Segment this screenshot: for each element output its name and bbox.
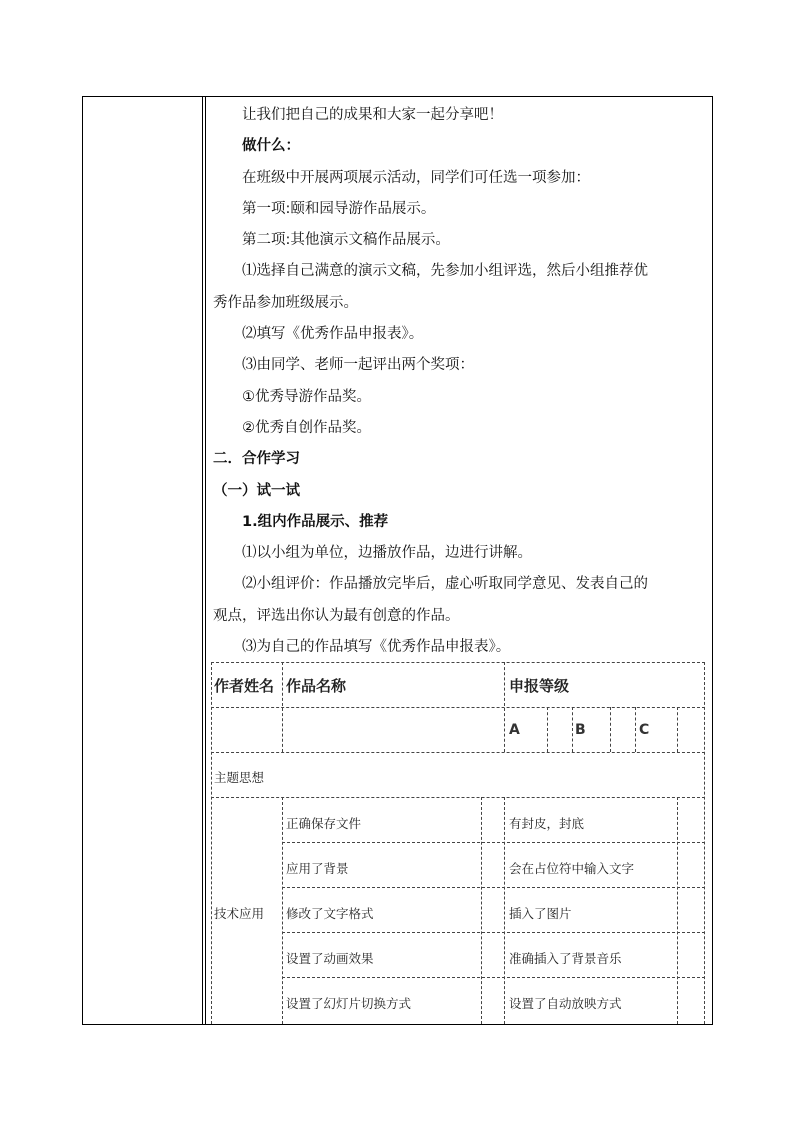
tech-label: 技术应用 — [214, 906, 265, 921]
step-line: ⑶为自己的作品填写《优秀作品申报表》。 — [242, 639, 511, 656]
tech-item-right: 有封皮，封底 — [509, 816, 585, 831]
tech-item-left: 应用了背景 — [286, 861, 349, 876]
step-line: ⑵小组评价：作品播放完毕后，虚心听取同学意见、发表自己的 — [242, 576, 648, 593]
grade-c: C — [639, 722, 650, 738]
author-name-header: 作者姓名 — [214, 677, 275, 695]
lesson-content — [213, 100, 707, 663]
tech-item-right: 会在占位符中输入文字 — [509, 861, 635, 876]
step-line: 观点，评选出你认为最有创意的作品。 — [213, 607, 460, 624]
grade-b: B — [575, 722, 586, 738]
column-divider — [202, 96, 203, 1025]
tech-item-left: 设置了动画效果 — [286, 951, 374, 966]
grade-a: A — [509, 722, 520, 738]
tech-item-right: 设置了自动放映方式 — [509, 996, 622, 1011]
tech-item-left: 正确保存文件 — [286, 816, 362, 831]
intro-line: 第一项:颐和园导游作品展示。 — [242, 200, 436, 217]
tech-item-right: 准确插入了背景音乐 — [509, 951, 622, 966]
section-heading: 二．合作学习 — [213, 451, 300, 468]
theme-label: 主题思想 — [214, 770, 265, 785]
step-line: ⑴以小组为单位，边播放作品，边进行讲解。 — [242, 545, 532, 562]
tech-item-left: 设置了幻灯片切换方式 — [286, 996, 412, 1011]
application-form-table — [211, 662, 705, 1024]
step-line: ⑶由同学、老师一起评出两个奖项： — [242, 357, 474, 374]
tech-item-left: 修改了文字格式 — [286, 906, 374, 921]
column-divider-inner — [205, 96, 206, 1025]
intro-line: 让我们把自己的成果和大家一起分享吧！ — [242, 107, 503, 123]
step-line: ⑵填写《优秀作品申报表》。 — [242, 326, 424, 343]
step-line: ⑴选择自己满意的演示文稿，先参加小组评选，然后小组推荐优 — [242, 263, 648, 280]
intro-line: 第二项:其他演示文稿作品展示。 — [242, 232, 450, 249]
subsection-heading: （一）试一试 — [213, 482, 300, 499]
award-line: ②优秀自创作品奖。 — [242, 419, 371, 436]
tech-item-right: 插入了图片 — [509, 906, 572, 921]
step-line: 秀作品参加班级展示。 — [213, 294, 358, 311]
intro-line: 在班级中开展两项展示活动，同学们可任选一项参加： — [242, 169, 590, 186]
what-heading: 做什么： — [242, 138, 300, 155]
award-line: ①优秀导游作品奖。 — [242, 388, 371, 405]
work-title-header: 作品名称 — [286, 677, 347, 695]
grade-header: 申报等级 — [509, 677, 570, 695]
item-heading: 1.组内作品展示、推荐 — [242, 513, 389, 530]
